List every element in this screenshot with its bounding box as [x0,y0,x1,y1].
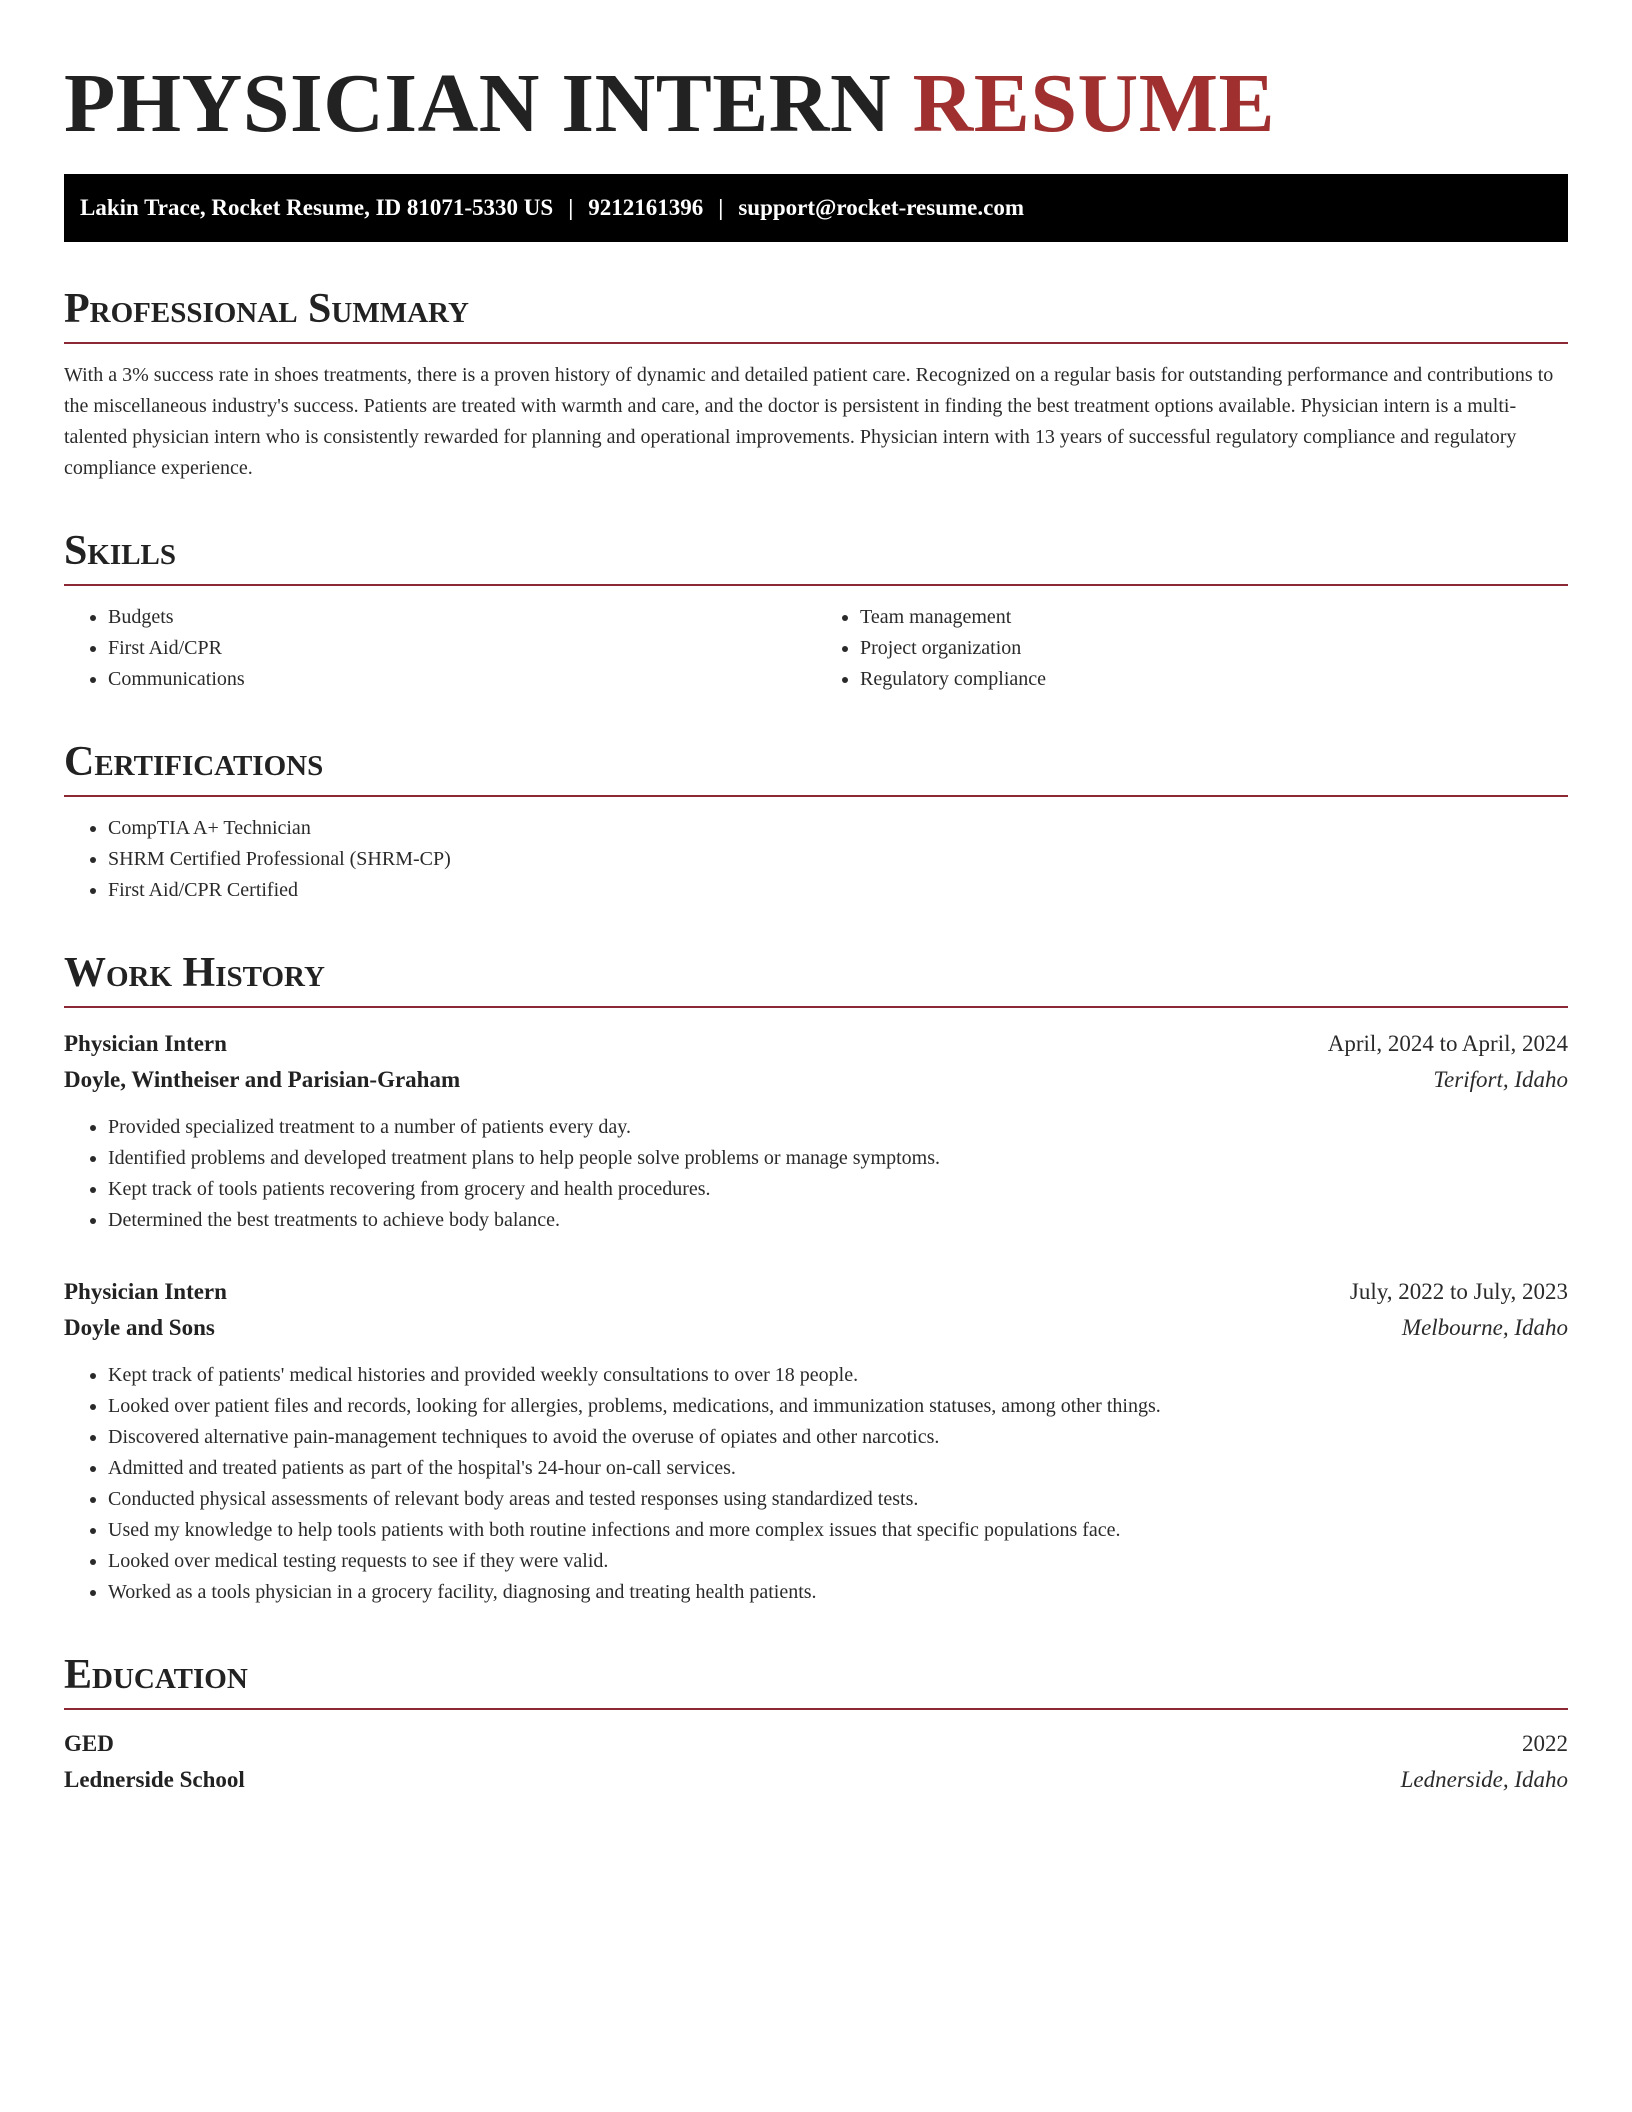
certifications-list [64,813,1568,906]
skill-item: • First Aid/CPR [108,633,816,664]
job-company-row [64,1062,1568,1098]
section-heading: Certifications [64,739,1568,797]
job-duty: • Looked over patient files and records, looking for allergies, problems, medications, and immunization statuses, among other things. [108,1391,1568,1422]
skill-item: • Team management [860,602,1568,633]
contact-address: Lakin Trace, Rocket Resume, ID 81071-5330 US [80,195,554,220]
section-heading: Professional Summary [64,286,1568,344]
skills-list-right [816,602,1568,695]
education-year: 2022 [1522,1731,1568,1756]
job-duty: • Admitted and treated patients as part of the hospital's 24-hour on-call services. [108,1453,1568,1484]
job-dates: April, 2024 to April, 2024 [1327,1031,1568,1056]
job-duties-list [64,1112,1568,1236]
skill-item: • Communications [108,664,816,695]
job-title-row [64,1026,1568,1062]
job-entry [64,1274,1568,1608]
section-heading: Skills [64,528,1568,586]
skill-item: • Project organization [860,633,1568,664]
skill-item: • Budgets [108,602,816,633]
education-entry [64,1726,1568,1798]
title-main: PHYSICIAN INTERN [64,57,892,150]
education-degree: GED [64,1731,114,1756]
job-duty: • Worked as a tools physician in a grocery facility, diagnosing and treating health patients. [108,1577,1568,1608]
education-degree-row [64,1726,1568,1762]
skills-list-left [64,602,816,695]
contact-bar [64,174,1568,242]
skills-grid [64,602,1568,695]
job-location: Terifort, Idaho [1433,1067,1568,1092]
job-duty: • Looked over medical testing requests to see if they were valid. [108,1546,1568,1577]
education-school: Lednerside School [64,1767,245,1792]
contact-email: support@rocket-resume.com [738,195,1024,220]
skills-section [64,528,1568,695]
contact-phone: 9212161396 [588,195,704,220]
work-history-section [64,950,1568,1608]
job-duty: • Conducted physical assessments of relevant body areas and tested responses using standardized tests. [108,1484,1568,1515]
job-duty: • Determined the best treatments to achieve body balance. [108,1205,1568,1236]
education-section [64,1652,1568,1798]
job-title: Physician Intern [64,1279,227,1304]
job-duty: • Provided specialized treatment to a number of patients every day. [108,1112,1568,1143]
job-dates: July, 2022 to July, 2023 [1349,1279,1568,1304]
resume-title [64,54,1568,154]
job-duty: • Kept track of patients' medical histories and provided weekly consultations to over 18 people. [108,1360,1568,1391]
title-accent: RESUME [912,57,1276,150]
job-duty: • Kept track of tools patients recovering from grocery and health procedures. [108,1174,1568,1205]
job-company-row [64,1310,1568,1346]
job-company: Doyle, Wintheiser and Parisian-Graham [64,1067,461,1092]
job-title-row [64,1274,1568,1310]
contact-separator: | [718,195,724,220]
job-duty: • Discovered alternative pain-management techniques to avoid the overuse of opiates and other narcotics. [108,1422,1568,1453]
professional-summary-section [64,286,1568,484]
job-duty: • Used my knowledge to help tools patients with both routine infections and more complex issues that specific populations face. [108,1515,1568,1546]
contact-separator: | [568,195,574,220]
summary-text: With a 3% success rate in shoes treatments, there is a proven history of dynamic and detailed patient care. Recognized on a regular basis for outstanding performance and contributions to the miscellaneous industry's success. Patients are treated with warmth and care, and the doctor is persistent in finding the best treatment options available. Physician intern is a multi-talented physician intern who is consistently rewarded for planning and operational improvements. Physician intern with 13 years of successful regulatory compliance and regulatory compliance experience. [64,364,1554,479]
job-title: Physician Intern [64,1031,227,1056]
certification-item: • SHRM Certified Professional (SHRM-CP) [108,844,1568,875]
education-location: Lednerside, Idaho [1400,1767,1568,1792]
education-school-row [64,1762,1568,1798]
section-heading: Education [64,1652,1568,1710]
section-heading: Work History [64,950,1568,1008]
skill-item: • Regulatory compliance [860,664,1568,695]
certification-item: • First Aid/CPR Certified [108,875,1568,906]
job-duty: • Identified problems and developed treatment plans to help people solve problems or manage symptoms. [108,1143,1568,1174]
certifications-section [64,739,1568,906]
certification-item: • CompTIA A+ Technician [108,813,1568,844]
job-company: Doyle and Sons [64,1315,215,1340]
job-duties-list [64,1360,1568,1608]
job-entry [64,1026,1568,1236]
job-location: Melbourne, Idaho [1401,1315,1568,1340]
